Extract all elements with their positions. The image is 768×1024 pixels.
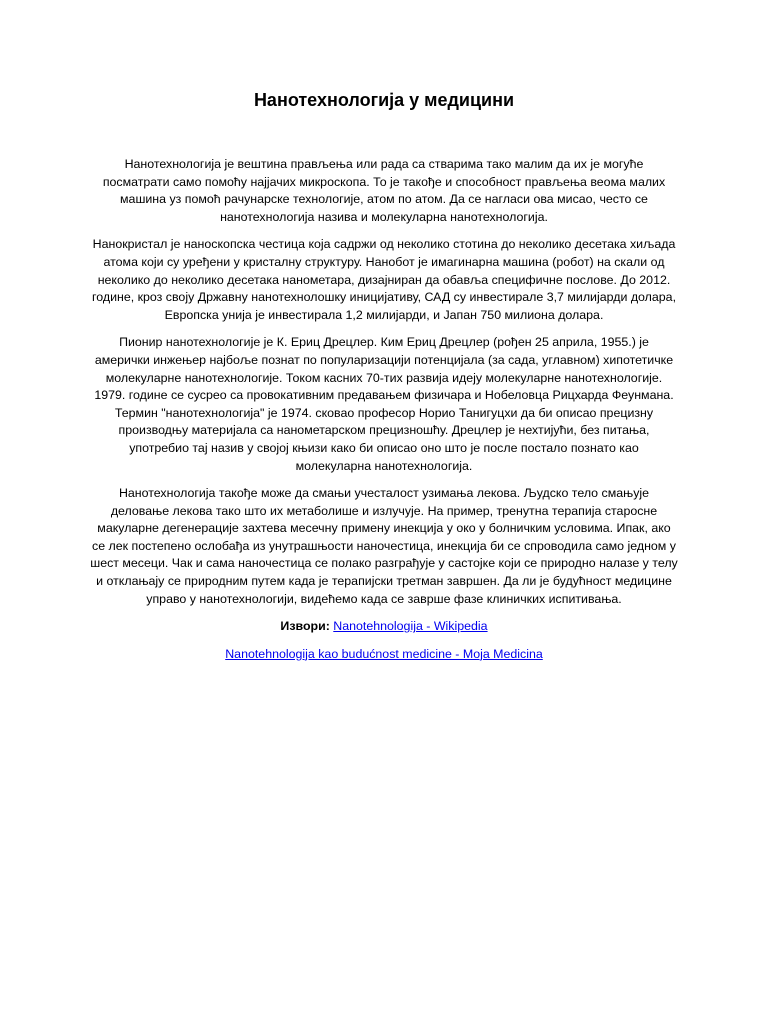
paragraph-pioneer: Пионир нанотехнологије је К. Ериц Дрецлер. Ким Ериц Дрецлер (рођен 25 априла, 1955.) је амерички инжењер најбоље познат по популаризацији потенцијала (за сада, углавном) хипотетичке молекуларне нанотехнологије. Током касних 70-тих развија идеју молекуларне нанотехнологије. 1979. године се сусрео са провокативним предавањем физичара и Нобеловца Рицхарда Феунмана. Термин "нанотехнологија" је 1974. сковао професор Норио Танигуцхи да би описао прецизну производњу материјала са нанометарском прецизношћу. Дрецлер је нехтијући, без питања, употребио тај назив у својој књизи како би описао оно што је после постало познато као молекуларна нанотехнологија. [94,335,674,473]
paragraph-medicine: Нанотехнологија такође може да смањи учесталост узимања лекова. Људско тело смањује деловање лекова тако што их метаболише и излучује. На пример, тренутна терапија старосне макуларне дегенерације захтева месечну примену инекција у око у болничким условима. Ипак, ако се лек постепено ослобађа из унутрашњости наночестица, инекција би се спроводила само једном у шест месеци. Чак и сама наночестица се полако разграђује у састојке који се природно налазе у телу и отклањају се природним путем када је терапијски третман завршен. Да ли је будућност медицине управо у нанотехнологији, видећемо када се заврше фазе клиничких испитивања. [90,486,678,606]
document-title: Нанотехнологија у медицини [253,90,515,110]
document-page [90,88,678,673]
sources-line-2 [90,646,678,664]
moja-medicina-link[interactable]: Nanotehnologija kao budućnost medicine - Moja Medicina [225,646,543,661]
paragraph-intro: Нанотехнологија је вештина прављења или рада са стварима тако малим да их је могуће посматрати само помоћу најјачих микроскопа. То је такође и способност прављења веома малих машина уз помоћ рачунарске технологије, атом по атом. Да се нагласи ова мисао, често се нанотехнологија назива и молекуларна нанотехнологија. [102,157,666,224]
paragraph-nanocrystal: Нанокристал је наноскопска честица која садржи од неколико стотина до неколико десетака хиљада атома који су уређени у кристалну структуру. Нанобот је имагинарна машина (робот) на скали од неколико до неколико десетака нанометара, дизајниран да обавља специфичне послове. До 2012. године, кроз своју Државну нанотехнолошку иницијативу, САД су инвестирале 3,7 милијарди долара, Европска унија је инвестирала 1,2 милијарди, и Јапан 750 милиона долара. [91,237,677,322]
sources-label: Извори: [280,619,330,634]
wikipedia-link[interactable]: Nanotehnologija - Wikipedia [333,619,488,634]
sources-line [90,618,678,636]
